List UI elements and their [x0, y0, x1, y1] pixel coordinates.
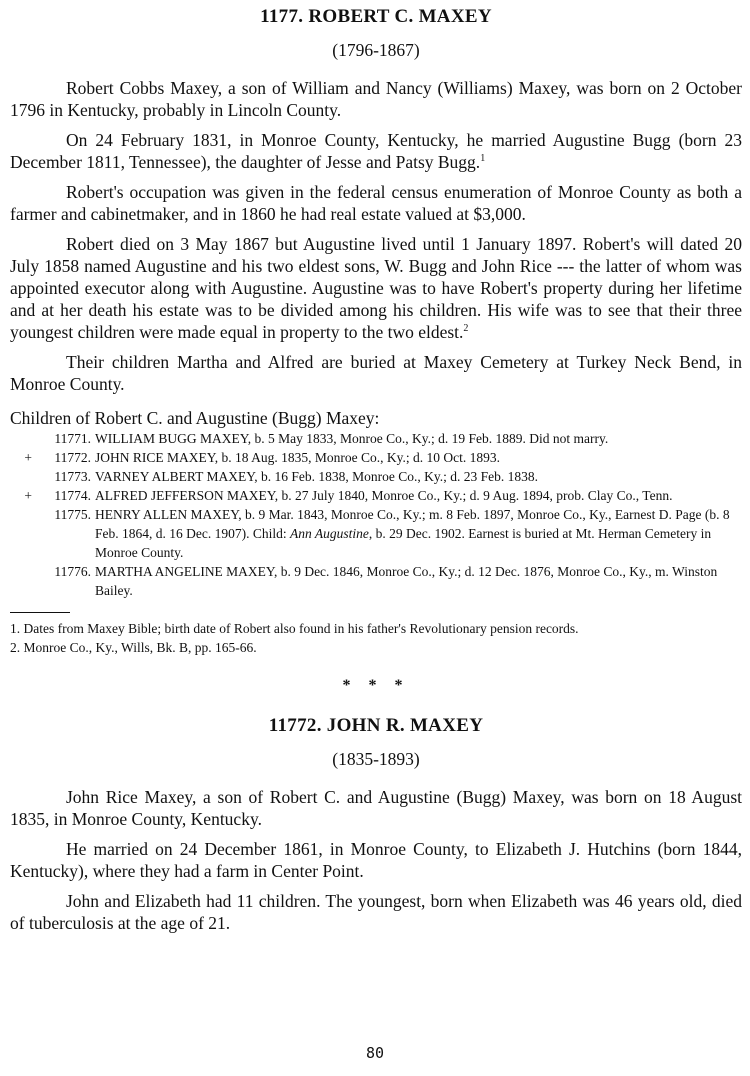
- footnote-ref: 2: [463, 323, 469, 335]
- children-title: Children of Robert C. and Augustine (Bugg) Maxey:: [10, 408, 380, 428]
- paragraph: [10, 129, 742, 173]
- descendant-mark: [10, 505, 32, 562]
- child-text: WILLIAM BUGG MAXEY, b. 5 May 1833, Monroe Co., Ky.; d. 19 Feb. 1889. Did not marry.: [95, 431, 609, 446]
- descendant-mark: +: [24, 488, 32, 503]
- section-dates: (1796-1867): [332, 40, 420, 60]
- child-entry: [10, 562, 742, 600]
- paragraph: John Rice Maxey, a son of Robert C. and Augustine (Bugg) Maxey, was born on 18 August 1835, in Monroe County, Kentucky.: [10, 787, 742, 829]
- child-text: VARNEY ALBERT MAXEY, b. 16 Feb. 1838, Monroe Co., Ky.; d. 23 Feb. 1838.: [95, 469, 538, 484]
- paragraph: John and Elizabeth had 11 children. The youngest, born when Elizabeth was 46 years old, died of tuberculosis at the age of 21.: [10, 891, 742, 933]
- child-text: MARTHA ANGELINE MAXEY, b. 9 Dec. 1846, Monroe Co., Ky.; d. 12 Dec. 1876, Monroe Co., Ky., m. Winston Bailey.: [95, 564, 718, 598]
- paragraph: [10, 233, 742, 343]
- children-list: [10, 429, 742, 600]
- section-dates: (1835-1893): [332, 749, 420, 769]
- child-text: JOHN RICE MAXEY, b. 18 Aug. 1835, Monroe Co., Ky.; d. 10 Oct. 1893.: [95, 450, 500, 465]
- child-number: 11771.: [54, 431, 91, 446]
- child-text-rest: , b. 29 Dec. 1902. Earnest is buried at Mt. Herman Cemetery in Monroe County.: [95, 526, 712, 560]
- descendant-mark: +: [24, 450, 32, 465]
- section-separator: * * *: [342, 677, 410, 694]
- section-heading: 1177. ROBERT C. MAXEY: [260, 6, 492, 27]
- child-number: 11774.: [54, 488, 91, 503]
- child-number: 11775.: [54, 507, 91, 522]
- footnote: 2. Monroe Co., Ky., Wills, Bk. B, pp. 165-66.: [10, 640, 257, 655]
- child-number: 11773.: [54, 469, 91, 484]
- paragraph-text: Robert died on 3 May 1867 but Augustine lived until 1 January 1897. Robert's will dated 20 July 1858 named Augustine and his two eldest sons, W. Bugg and John Rice --- the latter of whom was appointed executor along with Augustine. Augustine was to have Robert's property during her lifetime and at her death his estate was to be divided among his children. His wife was to see that their three youngest children were made equal in property to the two eldest.: [10, 234, 742, 342]
- footnote-rule: [10, 612, 70, 613]
- child-text: ALFRED JEFFERSON MAXEY, b. 27 July 1840, Monroe Co., Ky.; d. 9 Aug. 1894, prob. Clay Co., Tenn.: [95, 488, 673, 503]
- child-number: 11772.: [54, 450, 91, 465]
- descendant-mark: [10, 562, 32, 600]
- child-entry: [10, 486, 742, 505]
- child-entry: [10, 505, 742, 562]
- page-number: 80: [365, 1044, 385, 1062]
- footnote-ref: 1: [480, 153, 486, 165]
- child-entry: [10, 448, 742, 467]
- page: [10, 0, 742, 934]
- paragraph-text: On 24 February 1831, in Monroe County, Kentucky, he married Augustine Bugg (born 23 December 1811, Tennessee), the daughter of Jesse and Patsy Bugg.: [10, 130, 742, 172]
- paragraph: Their children Martha and Alfred are buried at Maxey Cemetery at Turkey Neck Bend, in Monroe County.: [10, 352, 742, 394]
- child-number: 11776.: [54, 564, 91, 579]
- footnotes: [10, 619, 742, 657]
- section-heading: 11772. JOHN R. MAXEY: [268, 715, 484, 736]
- footnote: 1. Dates from Maxey Bible; birth date of Robert also found in his father's Revolutionary pension records.: [10, 621, 579, 636]
- child-entry: [10, 429, 742, 448]
- child-text: [95, 505, 742, 562]
- child-name-italic: Ann Augustine: [290, 526, 369, 541]
- descendant-mark: [10, 467, 32, 486]
- child-text-main: HENRY ALLEN MAXEY, b. 9 Mar. 1843, Monroe Co., Ky.; m. 8 Feb. 1897, Monroe Co., Ky., Earnest D. Page (b. 8 Feb. 1864, d. 16 Dec. 1907). Child:: [95, 507, 730, 541]
- child-entry: [10, 467, 742, 486]
- paragraph: Robert Cobbs Maxey, a son of William and Nancy (Williams) Maxey, was born on 2 October 1796 in Kentucky, probably in Lincoln County.: [10, 78, 742, 120]
- paragraph: He married on 24 December 1861, in Monroe County, to Elizabeth J. Hutchins (born 1844, Kentucky), where they had a farm in Center Point.: [10, 839, 742, 881]
- paragraph: Robert's occupation was given in the federal census enumeration of Monroe County as both a farmer and cabinetmaker, and in 1860 he had real estate valued at $3,000.: [10, 182, 742, 224]
- descendant-mark: [10, 429, 32, 448]
